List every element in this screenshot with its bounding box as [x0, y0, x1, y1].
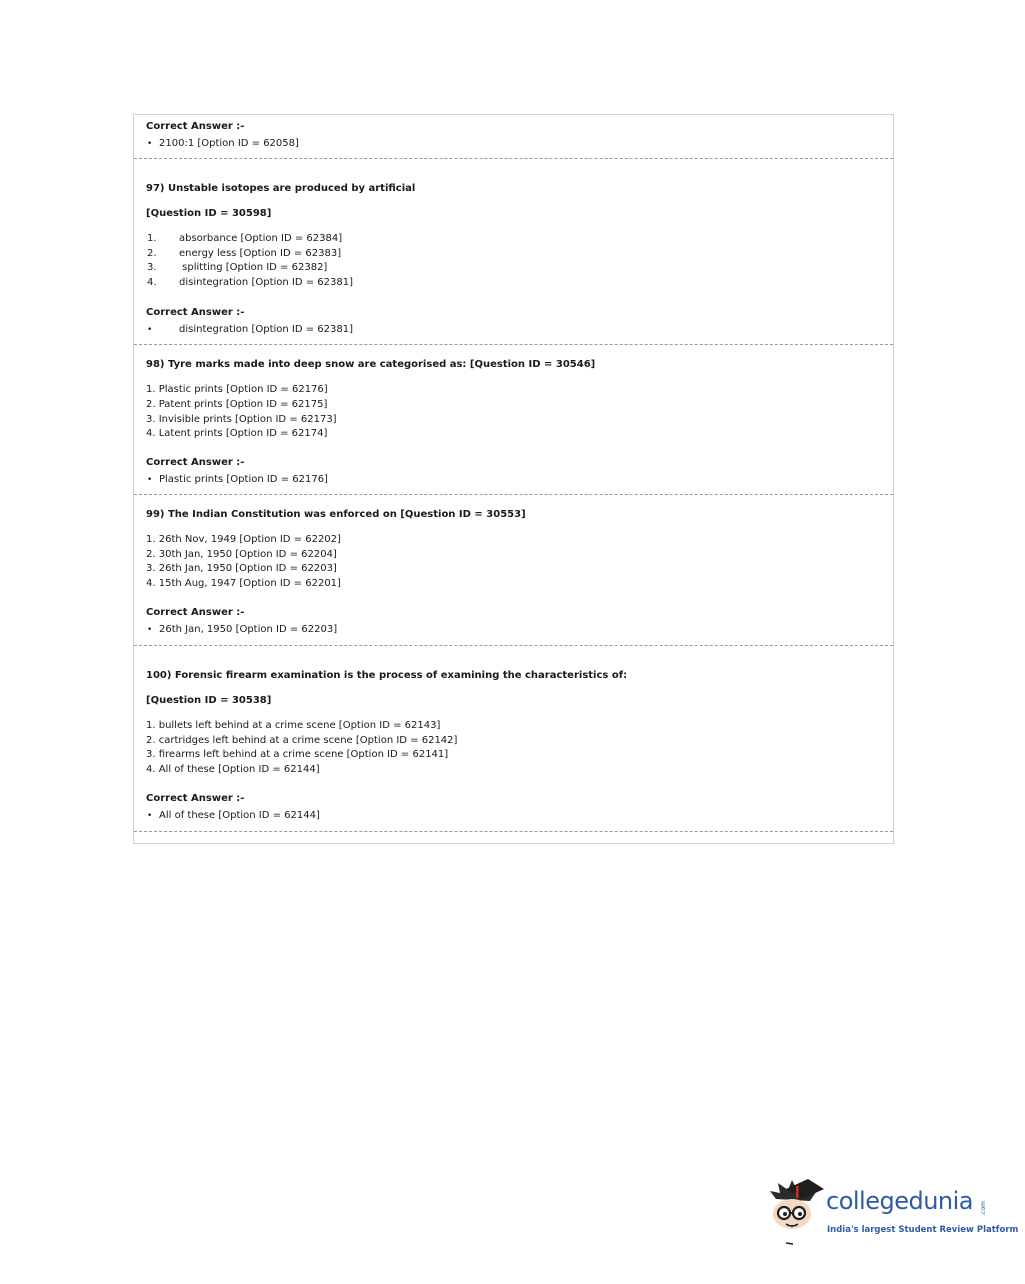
logo-tagline: India's largest Student Review Platform [827, 1225, 1019, 1235]
correct-answer-text: 2100:1 [Option ID = 62058] [159, 138, 299, 149]
option-text: splitting [Option ID = 62382] [179, 262, 328, 273]
question-title: 99) The Indian Constitution was enforced on [Question ID = 30553] [146, 509, 526, 520]
correct-answer-label: Correct Answer :- [146, 607, 245, 618]
answer-97 [134, 302, 893, 345]
option-text: disintegration [Option ID = 62381] [179, 277, 353, 288]
option-text: absorbance [Option ID = 62384] [179, 233, 343, 244]
previous-answer-block [134, 115, 893, 159]
bullet-icon: • [147, 475, 153, 485]
option-text: 2. cartridges left behind at a crime scene [Option ID = 62142] [146, 735, 458, 746]
question-id: [Question ID = 30538] [146, 695, 272, 706]
correct-answer-text: disintegration [Option ID = 62381] [179, 324, 353, 335]
correct-answer-text: 26th Jan, 1950 [Option ID = 62203] [159, 624, 338, 635]
option-text: 4. Latent prints [Option ID = 62174] [146, 428, 328, 439]
option-text: 3. 26th Jan, 1950 [Option ID = 62203] [146, 563, 337, 574]
bullet-icon: • [147, 139, 153, 149]
question-97 [134, 159, 893, 302]
option-number: 4. [147, 277, 157, 288]
option-text: 4. 15th Aug, 1947 [Option ID = 62201] [146, 578, 341, 589]
option-text: 1. Plastic prints [Option ID = 62176] [146, 384, 328, 395]
correct-answer-text: Plastic prints [Option ID = 62176] [159, 474, 328, 485]
option-text: 1. bullets left behind at a crime scene [Option ID = 62143] [146, 720, 441, 731]
option-text: 2. 30th Jan, 1950 [Option ID = 62204] [146, 549, 337, 560]
answer-98 [134, 452, 893, 495]
question-title: 100) Forensic firearm examination is the process of examining the characteristics of: [146, 670, 628, 681]
correct-answer-label: Correct Answer :- [146, 457, 245, 468]
correct-answer-label: Correct Answer :- [146, 307, 245, 318]
question-title: 98) Tyre marks made into deep snow are categorised as: [Question ID = 30546] [146, 359, 596, 370]
question-title: 97) Unstable isotopes are produced by artificial [146, 183, 416, 194]
question-98 [134, 345, 893, 452]
correct-answer-label: Correct Answer :- [146, 121, 245, 132]
question-100 [134, 646, 893, 788]
logo-wordmark: collegedunia [826, 1187, 974, 1215]
bullet-icon: • [147, 625, 153, 635]
option-text: 4. All of these [Option ID = 62144] [146, 764, 320, 775]
correct-answer-label: Correct Answer :- [146, 793, 245, 804]
option-text: 1. 26th Nov, 1949 [Option ID = 62202] [146, 534, 341, 545]
logo-suffix: .com [980, 1201, 987, 1216]
option-number: 1. [147, 233, 157, 244]
question-99 [134, 495, 893, 602]
option-text: 3. firearms left behind at a crime scene [Option ID = 62141] [146, 749, 449, 760]
bullet-icon: • [147, 811, 153, 821]
question-paper [133, 114, 894, 844]
option-text: energy less [Option ID = 62383] [179, 248, 342, 259]
answer-99 [134, 602, 893, 646]
bullet-icon: • [147, 325, 153, 335]
graduate-mascot-icon [766, 1177, 826, 1247]
option-number: 3. [147, 262, 157, 273]
paper-bottom-edge [134, 832, 893, 844]
answer-100 [134, 788, 893, 832]
option-text: 3. Invisible prints [Option ID = 62173] [146, 414, 337, 425]
option-text: 2. Patent prints [Option ID = 62175] [146, 399, 328, 410]
collegedunia-logo [766, 1177, 1019, 1247]
correct-answer-text: All of these [Option ID = 62144] [159, 810, 320, 821]
option-number: 2. [147, 248, 157, 259]
question-id: [Question ID = 30598] [146, 208, 272, 219]
